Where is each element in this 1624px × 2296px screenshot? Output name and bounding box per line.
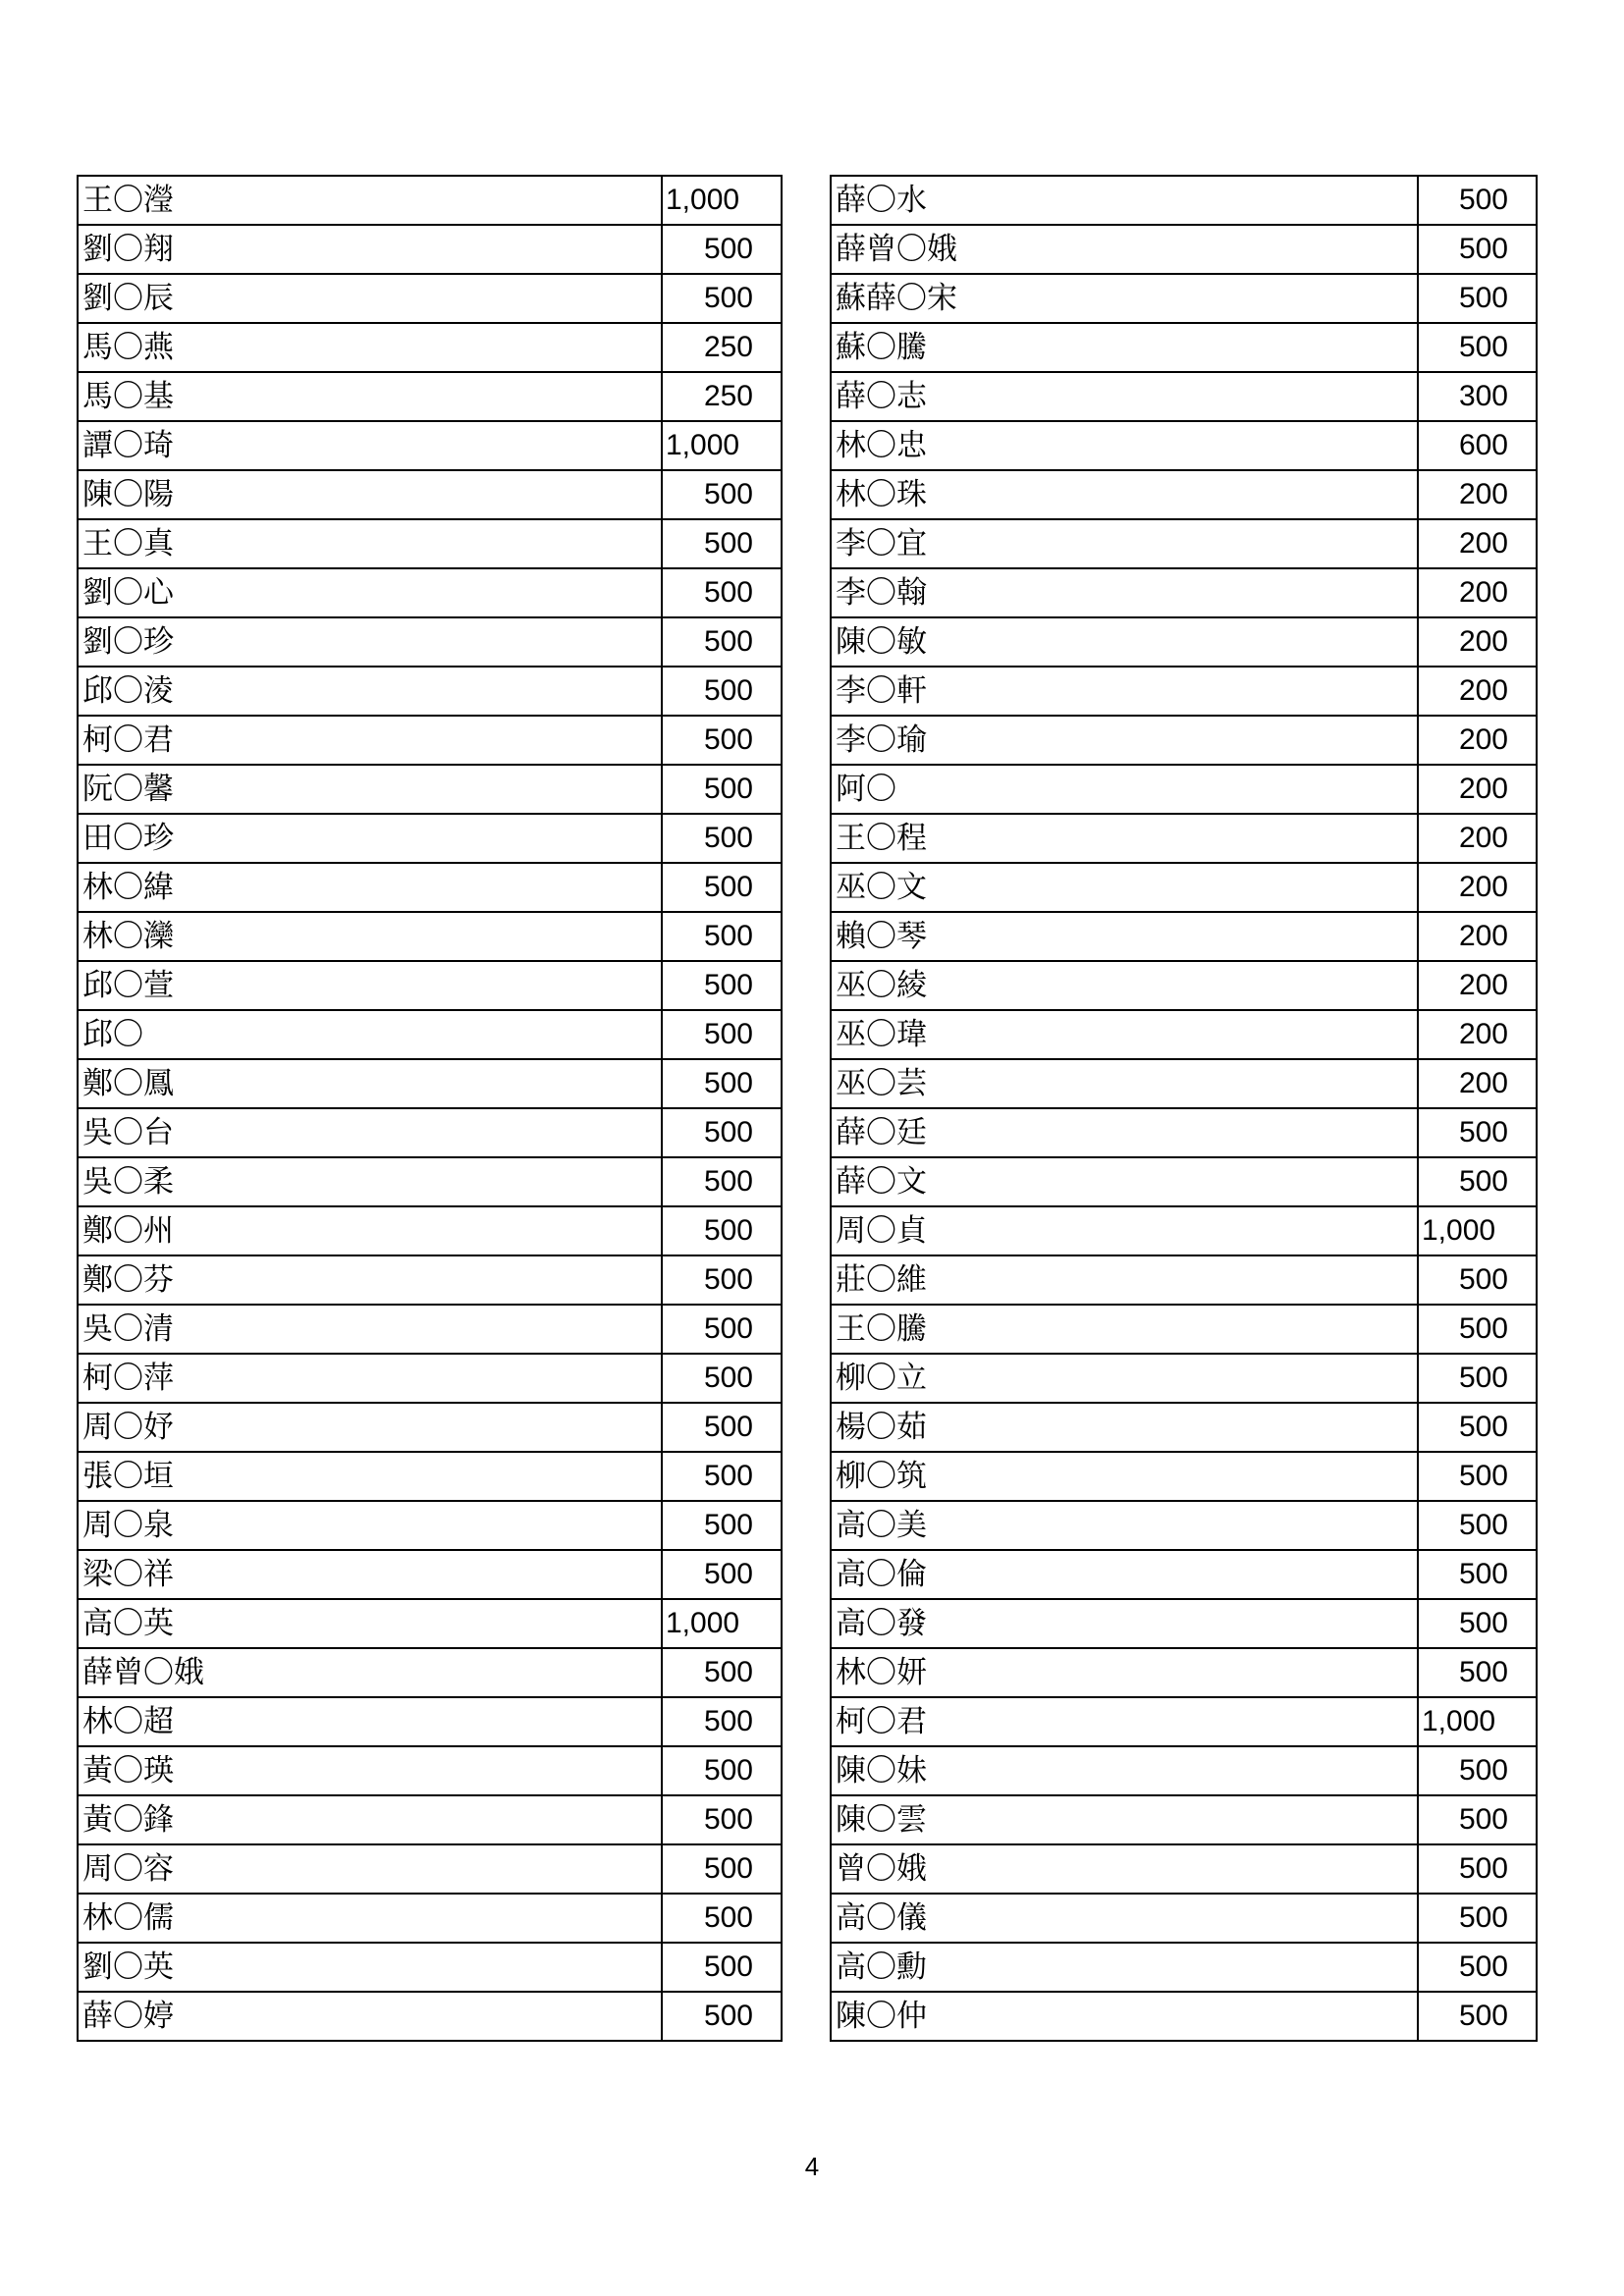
donation-amount: 500 bbox=[1418, 1157, 1537, 1206]
page-number: 4 bbox=[804, 2152, 820, 2181]
donor-name: 劉〇珍 bbox=[78, 617, 662, 667]
donation-amount: 500 bbox=[662, 716, 782, 765]
table-row bbox=[78, 421, 782, 470]
donation-amount: 500 bbox=[1418, 1550, 1537, 1599]
donor-name: 林〇珠 bbox=[831, 470, 1418, 519]
donation-amount: 500 bbox=[662, 1305, 782, 1354]
donation-amount: 1,000 bbox=[662, 1599, 782, 1648]
donor-name: 巫〇芸 bbox=[831, 1059, 1418, 1108]
donation-amount: 500 bbox=[1418, 1992, 1537, 2041]
table-row bbox=[78, 1403, 782, 1452]
table-row bbox=[831, 568, 1537, 617]
donor-name: 巫〇瑋 bbox=[831, 1010, 1418, 1059]
donation-amount: 1,000 bbox=[1418, 1697, 1537, 1746]
donor-name: 黃〇瑛 bbox=[78, 1746, 662, 1795]
donor-name: 柳〇筑 bbox=[831, 1452, 1418, 1501]
table-row bbox=[831, 1992, 1537, 2041]
donation-amount: 500 bbox=[662, 1010, 782, 1059]
donor-name: 王〇瀅 bbox=[78, 176, 662, 225]
donation-amount: 500 bbox=[662, 1059, 782, 1108]
donation-amount: 500 bbox=[1418, 274, 1537, 323]
table-row bbox=[831, 1157, 1537, 1206]
table-row bbox=[78, 1157, 782, 1206]
donor-name: 鄭〇鳳 bbox=[78, 1059, 662, 1108]
donor-name: 陳〇仲 bbox=[831, 1992, 1418, 2041]
donation-amount: 200 bbox=[1418, 863, 1537, 912]
table-row bbox=[78, 176, 782, 225]
donation-amount: 500 bbox=[662, 961, 782, 1010]
table-row bbox=[831, 274, 1537, 323]
donor-table-left bbox=[77, 175, 783, 2042]
donor-name: 周〇貞 bbox=[831, 1206, 1418, 1255]
table-row bbox=[831, 1550, 1537, 1599]
donation-amount: 500 bbox=[1418, 1108, 1537, 1157]
donation-amount: 500 bbox=[662, 1550, 782, 1599]
donation-amount: 1,000 bbox=[662, 176, 782, 225]
donor-name: 高〇勳 bbox=[831, 1943, 1418, 1992]
table-row bbox=[78, 1501, 782, 1550]
donation-amount: 500 bbox=[662, 863, 782, 912]
donor-name: 薛〇水 bbox=[831, 176, 1418, 225]
table-row bbox=[831, 470, 1537, 519]
donor-name: 王〇程 bbox=[831, 814, 1418, 863]
donor-name: 王〇真 bbox=[78, 519, 662, 568]
table-row bbox=[78, 1697, 782, 1746]
table-row bbox=[831, 1599, 1537, 1648]
table-row bbox=[831, 372, 1537, 421]
donor-name: 周〇泉 bbox=[78, 1501, 662, 1550]
donation-amount: 1,000 bbox=[662, 421, 782, 470]
donor-table-right-body bbox=[831, 176, 1537, 2041]
donor-name: 劉〇辰 bbox=[78, 274, 662, 323]
table-row bbox=[78, 1795, 782, 1844]
table-row bbox=[78, 372, 782, 421]
donation-amount: 200 bbox=[1418, 1010, 1537, 1059]
donation-amount: 500 bbox=[662, 1354, 782, 1403]
donation-amount: 500 bbox=[662, 1894, 782, 1943]
table-row bbox=[78, 1108, 782, 1157]
donor-name: 林〇儒 bbox=[78, 1894, 662, 1943]
donation-amount: 500 bbox=[662, 1648, 782, 1697]
table-row bbox=[831, 961, 1537, 1010]
donation-amount: 500 bbox=[1418, 1599, 1537, 1648]
donation-amount: 500 bbox=[662, 1501, 782, 1550]
donation-amount: 500 bbox=[662, 1943, 782, 1992]
donation-amount: 500 bbox=[1418, 1746, 1537, 1795]
donor-table-left-body bbox=[78, 176, 782, 2041]
table-row bbox=[831, 225, 1537, 274]
table-row bbox=[78, 912, 782, 961]
donation-amount: 500 bbox=[662, 225, 782, 274]
donation-amount: 500 bbox=[662, 1255, 782, 1305]
donation-amount: 200 bbox=[1418, 912, 1537, 961]
donation-amount: 500 bbox=[1418, 1943, 1537, 1992]
donation-amount: 500 bbox=[662, 765, 782, 814]
donor-name: 馬〇燕 bbox=[78, 323, 662, 372]
table-row bbox=[831, 1943, 1537, 1992]
donation-amount: 200 bbox=[1418, 667, 1537, 716]
donor-name: 柯〇君 bbox=[78, 716, 662, 765]
donor-name: 周〇容 bbox=[78, 1844, 662, 1894]
donation-amount: 500 bbox=[662, 1108, 782, 1157]
donor-name: 林〇忠 bbox=[831, 421, 1418, 470]
donation-amount: 500 bbox=[1418, 1305, 1537, 1354]
donation-amount: 600 bbox=[1418, 421, 1537, 470]
donor-name: 李〇瑜 bbox=[831, 716, 1418, 765]
donor-name: 林〇緯 bbox=[78, 863, 662, 912]
donor-name: 曾〇娥 bbox=[831, 1844, 1418, 1894]
donation-amount: 500 bbox=[662, 1206, 782, 1255]
table-row bbox=[78, 1206, 782, 1255]
donor-name: 張〇垣 bbox=[78, 1452, 662, 1501]
donor-name: 阿〇 bbox=[831, 765, 1418, 814]
table-row bbox=[831, 1206, 1537, 1255]
donor-name: 李〇軒 bbox=[831, 667, 1418, 716]
donor-name: 高〇發 bbox=[831, 1599, 1418, 1648]
donor-name: 高〇儀 bbox=[831, 1894, 1418, 1943]
donation-amount: 500 bbox=[662, 519, 782, 568]
table-row bbox=[78, 1992, 782, 2041]
donor-name: 梁〇祥 bbox=[78, 1550, 662, 1599]
donation-amount: 200 bbox=[1418, 1059, 1537, 1108]
table-row bbox=[831, 1795, 1537, 1844]
donor-name: 柳〇立 bbox=[831, 1354, 1418, 1403]
table-row bbox=[78, 1844, 782, 1894]
donation-amount: 500 bbox=[1418, 323, 1537, 372]
table-row bbox=[831, 1059, 1537, 1108]
table-row bbox=[78, 1943, 782, 1992]
table-row bbox=[831, 1746, 1537, 1795]
table-row bbox=[831, 667, 1537, 716]
donor-name: 譚〇琦 bbox=[78, 421, 662, 470]
donation-amount: 500 bbox=[1418, 176, 1537, 225]
table-row bbox=[831, 1354, 1537, 1403]
donor-name: 吳〇清 bbox=[78, 1305, 662, 1354]
table-row bbox=[78, 1894, 782, 1943]
table-row bbox=[78, 1059, 782, 1108]
donation-amount: 500 bbox=[1418, 1255, 1537, 1305]
donor-name: 吳〇台 bbox=[78, 1108, 662, 1157]
donor-name: 陳〇陽 bbox=[78, 470, 662, 519]
donation-amount: 300 bbox=[1418, 372, 1537, 421]
donation-amount: 200 bbox=[1418, 814, 1537, 863]
table-row bbox=[831, 176, 1537, 225]
table-row bbox=[78, 1452, 782, 1501]
donation-amount: 500 bbox=[662, 1844, 782, 1894]
table-row bbox=[78, 1354, 782, 1403]
donation-amount: 1,000 bbox=[1418, 1206, 1537, 1255]
donor-name: 邱〇淩 bbox=[78, 667, 662, 716]
donor-name: 阮〇馨 bbox=[78, 765, 662, 814]
table-row bbox=[831, 519, 1537, 568]
donation-amount: 500 bbox=[662, 1697, 782, 1746]
donor-name: 柯〇君 bbox=[831, 1697, 1418, 1746]
table-row bbox=[78, 1648, 782, 1697]
donor-name: 薛〇廷 bbox=[831, 1108, 1418, 1157]
table-row bbox=[78, 863, 782, 912]
donor-name: 田〇珍 bbox=[78, 814, 662, 863]
donation-amount: 500 bbox=[662, 1452, 782, 1501]
donation-amount: 200 bbox=[1418, 765, 1537, 814]
table-row bbox=[831, 1844, 1537, 1894]
donor-name: 邱〇萱 bbox=[78, 961, 662, 1010]
table-row bbox=[78, 617, 782, 667]
donation-amount: 200 bbox=[1418, 617, 1537, 667]
donor-name: 劉〇翔 bbox=[78, 225, 662, 274]
table-row bbox=[78, 1599, 782, 1648]
table-row bbox=[78, 568, 782, 617]
table-row bbox=[78, 1255, 782, 1305]
table-row bbox=[831, 814, 1537, 863]
table-row bbox=[78, 1305, 782, 1354]
donor-name: 邱〇 bbox=[78, 1010, 662, 1059]
donation-amount: 500 bbox=[662, 1992, 782, 2041]
donor-name: 高〇英 bbox=[78, 1599, 662, 1648]
donation-amount: 250 bbox=[662, 323, 782, 372]
table-row bbox=[831, 421, 1537, 470]
table-row bbox=[831, 765, 1537, 814]
donation-amount: 200 bbox=[1418, 716, 1537, 765]
donation-amount: 500 bbox=[662, 814, 782, 863]
donation-amount: 500 bbox=[1418, 1894, 1537, 1943]
table-row bbox=[831, 863, 1537, 912]
table-row bbox=[78, 961, 782, 1010]
donation-amount: 500 bbox=[662, 1746, 782, 1795]
donor-name: 李〇宜 bbox=[831, 519, 1418, 568]
table-row bbox=[831, 1452, 1537, 1501]
donor-name: 黃〇鋒 bbox=[78, 1795, 662, 1844]
donor-name: 賴〇琴 bbox=[831, 912, 1418, 961]
table-row bbox=[831, 323, 1537, 372]
donor-name: 李〇翰 bbox=[831, 568, 1418, 617]
donation-amount: 500 bbox=[1418, 1795, 1537, 1844]
table-row bbox=[78, 765, 782, 814]
donor-name: 高〇美 bbox=[831, 1501, 1418, 1550]
donor-name: 薛〇志 bbox=[831, 372, 1418, 421]
table-row bbox=[831, 1403, 1537, 1452]
donation-amount: 200 bbox=[1418, 961, 1537, 1010]
donation-amount: 500 bbox=[662, 568, 782, 617]
donor-name: 薛曾〇娥 bbox=[78, 1648, 662, 1697]
table-row bbox=[78, 519, 782, 568]
table-row bbox=[831, 716, 1537, 765]
donor-name: 林〇妍 bbox=[831, 1648, 1418, 1697]
donor-name: 吳〇柔 bbox=[78, 1157, 662, 1206]
donation-amount: 500 bbox=[662, 1157, 782, 1206]
donor-name: 高〇倫 bbox=[831, 1550, 1418, 1599]
table-row bbox=[78, 814, 782, 863]
donor-name: 莊〇維 bbox=[831, 1255, 1418, 1305]
donor-name: 巫〇文 bbox=[831, 863, 1418, 912]
table-row bbox=[831, 1010, 1537, 1059]
donation-amount: 500 bbox=[1418, 1844, 1537, 1894]
donation-amount: 500 bbox=[1418, 1354, 1537, 1403]
donation-amount: 200 bbox=[1418, 519, 1537, 568]
donor-name: 王〇騰 bbox=[831, 1305, 1418, 1354]
donor-name: 薛〇婷 bbox=[78, 1992, 662, 2041]
donor-name: 巫〇綾 bbox=[831, 961, 1418, 1010]
donor-name: 楊〇茹 bbox=[831, 1403, 1418, 1452]
donation-amount: 500 bbox=[662, 667, 782, 716]
donation-amount: 500 bbox=[1418, 225, 1537, 274]
table-row bbox=[78, 323, 782, 372]
table-row bbox=[78, 1746, 782, 1795]
donation-amount: 250 bbox=[662, 372, 782, 421]
donation-amount: 500 bbox=[662, 470, 782, 519]
donation-amount: 500 bbox=[1418, 1403, 1537, 1452]
donor-name: 陳〇雲 bbox=[831, 1795, 1418, 1844]
donor-name: 劉〇心 bbox=[78, 568, 662, 617]
donation-amount: 500 bbox=[1418, 1648, 1537, 1697]
donor-name: 陳〇妹 bbox=[831, 1746, 1418, 1795]
donation-amount: 500 bbox=[1418, 1501, 1537, 1550]
table-row bbox=[78, 274, 782, 323]
table-row bbox=[831, 1305, 1537, 1354]
donor-name: 蘇薛〇宋 bbox=[831, 274, 1418, 323]
table-row bbox=[831, 617, 1537, 667]
table-row bbox=[78, 667, 782, 716]
donation-amount: 500 bbox=[662, 1403, 782, 1452]
donor-name: 林〇超 bbox=[78, 1697, 662, 1746]
donor-name: 林〇灤 bbox=[78, 912, 662, 961]
donation-amount: 500 bbox=[1418, 1452, 1537, 1501]
donor-name: 薛〇文 bbox=[831, 1157, 1418, 1206]
donor-name: 柯〇萍 bbox=[78, 1354, 662, 1403]
donation-amount: 500 bbox=[662, 1795, 782, 1844]
donor-name: 蘇〇騰 bbox=[831, 323, 1418, 372]
donor-name: 馬〇基 bbox=[78, 372, 662, 421]
table-row bbox=[831, 1894, 1537, 1943]
donor-name: 周〇妤 bbox=[78, 1403, 662, 1452]
table-row bbox=[831, 1255, 1537, 1305]
donor-name: 鄭〇州 bbox=[78, 1206, 662, 1255]
table-row bbox=[78, 716, 782, 765]
donor-name: 陳〇敏 bbox=[831, 617, 1418, 667]
donor-name: 薛曾〇娥 bbox=[831, 225, 1418, 274]
donor-name: 劉〇英 bbox=[78, 1943, 662, 1992]
donor-name: 鄭〇芬 bbox=[78, 1255, 662, 1305]
table-row bbox=[78, 1010, 782, 1059]
table-row bbox=[831, 1108, 1537, 1157]
table-row bbox=[831, 912, 1537, 961]
donation-amount: 500 bbox=[662, 617, 782, 667]
table-row bbox=[831, 1697, 1537, 1746]
donation-amount: 200 bbox=[1418, 470, 1537, 519]
donation-amount: 200 bbox=[1418, 568, 1537, 617]
donation-amount: 500 bbox=[662, 274, 782, 323]
table-row bbox=[831, 1501, 1537, 1550]
donor-table-right bbox=[830, 175, 1538, 2042]
donation-amount: 500 bbox=[662, 912, 782, 961]
table-row bbox=[78, 225, 782, 274]
table-row bbox=[831, 1648, 1537, 1697]
table-row bbox=[78, 470, 782, 519]
table-row bbox=[78, 1550, 782, 1599]
